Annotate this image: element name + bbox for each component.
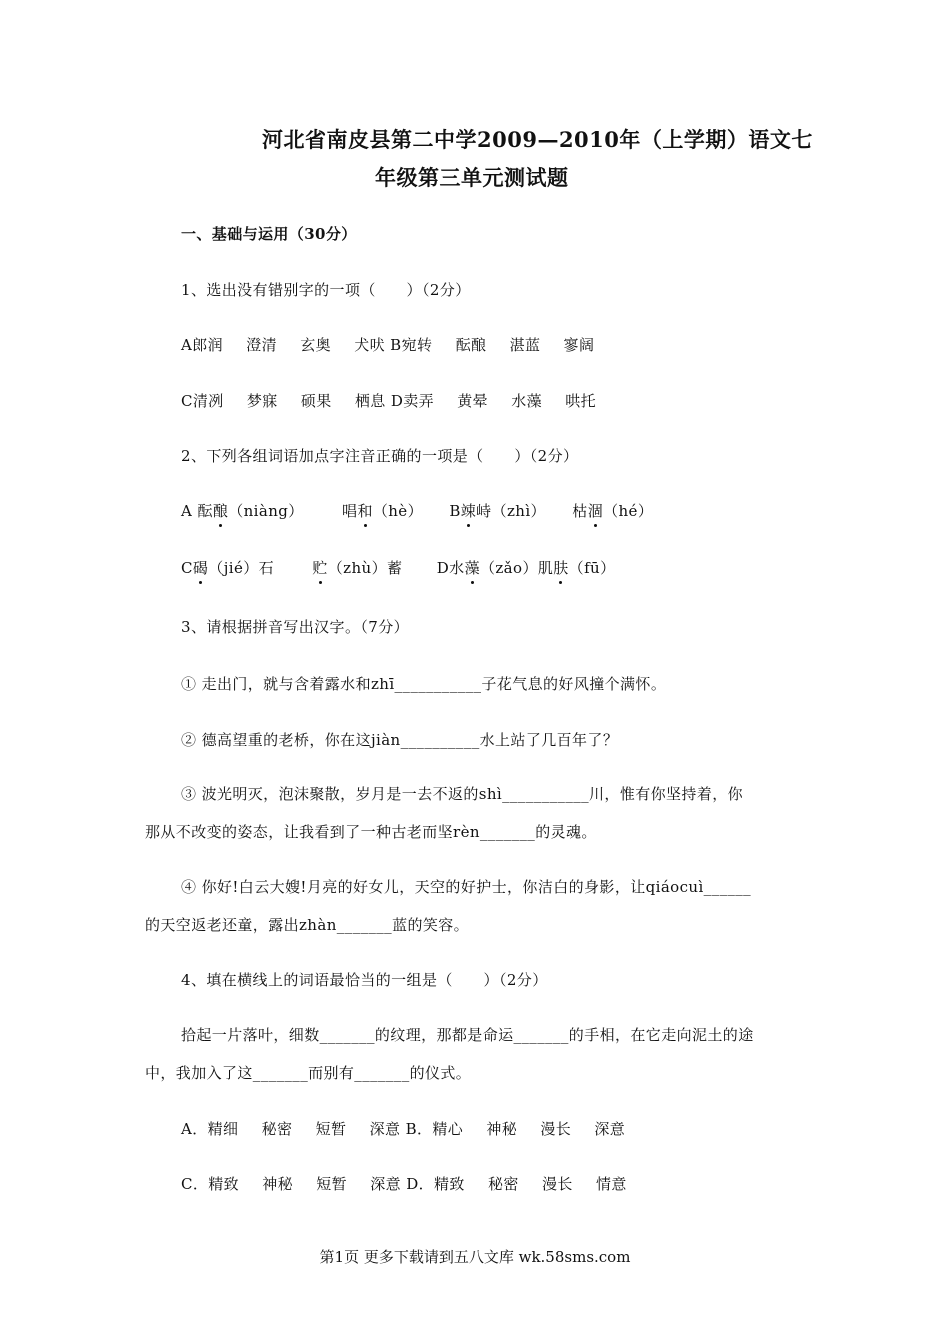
option-a-word: 玄奥 [300,336,332,354]
option-c-word: 神秘 [262,1175,294,1193]
title-line-1: 河北省南皮县第二中学2009—2010年（上学期）语文七 [262,127,813,152]
option-d-word: 秘密 [488,1175,519,1193]
option-d-word: 漫长 [542,1175,573,1193]
title-line-2: 年级第三单元测试题 [375,165,569,190]
option-d-word: 哄托 [565,392,596,410]
option-a-word: 短暂 [315,1120,347,1138]
option-c-word: 短暂 [316,1175,348,1193]
option-b-item: B竦峙（zhì） [449,502,546,520]
option-a-word: 秘密 [261,1120,293,1138]
question-1-stem: 1、选出没有错别字的一项（ ）（2分） [181,281,471,299]
question-3-sentence-4b: 的天空返老还童，露出zhàn_______蓝的笑容。 [145,916,470,934]
option-c-item: 贮（zhù）蓄 [312,559,403,577]
option-c-word: 梦寐 [246,392,278,410]
option-b-word: 寥阔 [563,336,595,354]
option-c-item: C碣（jié）石 [181,559,275,577]
question-3-sentence-2: ② 德高望重的老桥，你在这jiàn__________水上站了几百年了？ [181,731,619,749]
option-c-word: 栖息 [354,392,386,410]
option-d-item: D水藻（zǎo）肌肤（fū） [436,559,616,577]
question-2-options-ab [181,500,653,521]
question-4-passage-2: 中，我加入了这_______而别有_______的仪式。 [145,1064,472,1082]
option-b-word: 酝酿 [455,336,487,354]
option-c-word: C．精致 [181,1175,240,1193]
question-4-passage-1: 拾起一片落叶，细数_______的纹理，那都是命运_______的手相，在它走向泥土的途 [181,1026,754,1044]
option-c-word: 深意 [370,1175,402,1193]
option-b-word: B宛转 [390,336,433,354]
question-3-stem: 3、请根据拼音写出汉字。（7分） [181,618,409,636]
question-1-options-cd [181,390,596,411]
option-a-word: 澄清 [246,336,278,354]
question-2-options-cd [181,557,616,578]
option-a-word: A．精细 [181,1120,239,1138]
option-a-word: 深意 [369,1120,401,1138]
option-a-item: A 酝酿（niàng） [181,502,304,520]
option-a-word: A郎润 [181,336,224,354]
option-c-word: C清冽 [181,392,224,410]
option-a-item: 唱和（hè） [342,502,423,520]
option-c-word: 硕果 [300,392,332,410]
option-b-word: 神秘 [486,1120,518,1138]
question-1-options-ab [181,334,594,355]
question-3-sentence-3a: ③ 波光明灭，泡沫聚散，岁月是一去不返的shì___________川，惟有你坚持着，你 [181,785,744,803]
option-b-word: 湛蓝 [509,336,541,354]
question-3-sentence-4a: ④ 你好!白云大嫂!月亮的好女儿，天空的好护士，你洁白的身影，让qiáocuì______ [181,878,752,896]
section-heading: 一、基础与运用（30分） [181,225,357,243]
question-4-options-ab [181,1118,625,1139]
question-2-stem: 2、下列各组词语加点字注音正确的一项是（ ）（2分） [181,447,579,465]
option-d-word: 黄晕 [457,392,489,410]
option-d-word: D．精致 [406,1175,465,1193]
question-4-options-cd [181,1173,627,1194]
question-3-sentence-3b: 那从不改变的姿态，让我看到了一种古老而坚rèn_______的灵魂。 [145,823,597,841]
option-d-word: 水藻 [511,392,543,410]
page-footer: 第1页 更多下载请到五八文库 wk.58sms.com [319,1248,631,1266]
question-4-stem: 4、填在横线上的词语最恰当的一组是（ ）（2分） [181,971,548,989]
option-a-word: 犬吠 [354,336,385,354]
option-b-word: B．精心 [405,1120,464,1138]
option-b-word: 漫长 [540,1120,572,1138]
option-b-word: 深意 [594,1120,626,1138]
question-3-sentence-1: ① 走出门，就与含着露水和zhī___________子花气息的好风撞个满怀。 [181,675,667,693]
option-b-item: 枯涸（hé） [572,502,654,520]
option-d-word: D卖弄 [390,392,435,410]
option-d-word: 情意 [595,1175,627,1193]
